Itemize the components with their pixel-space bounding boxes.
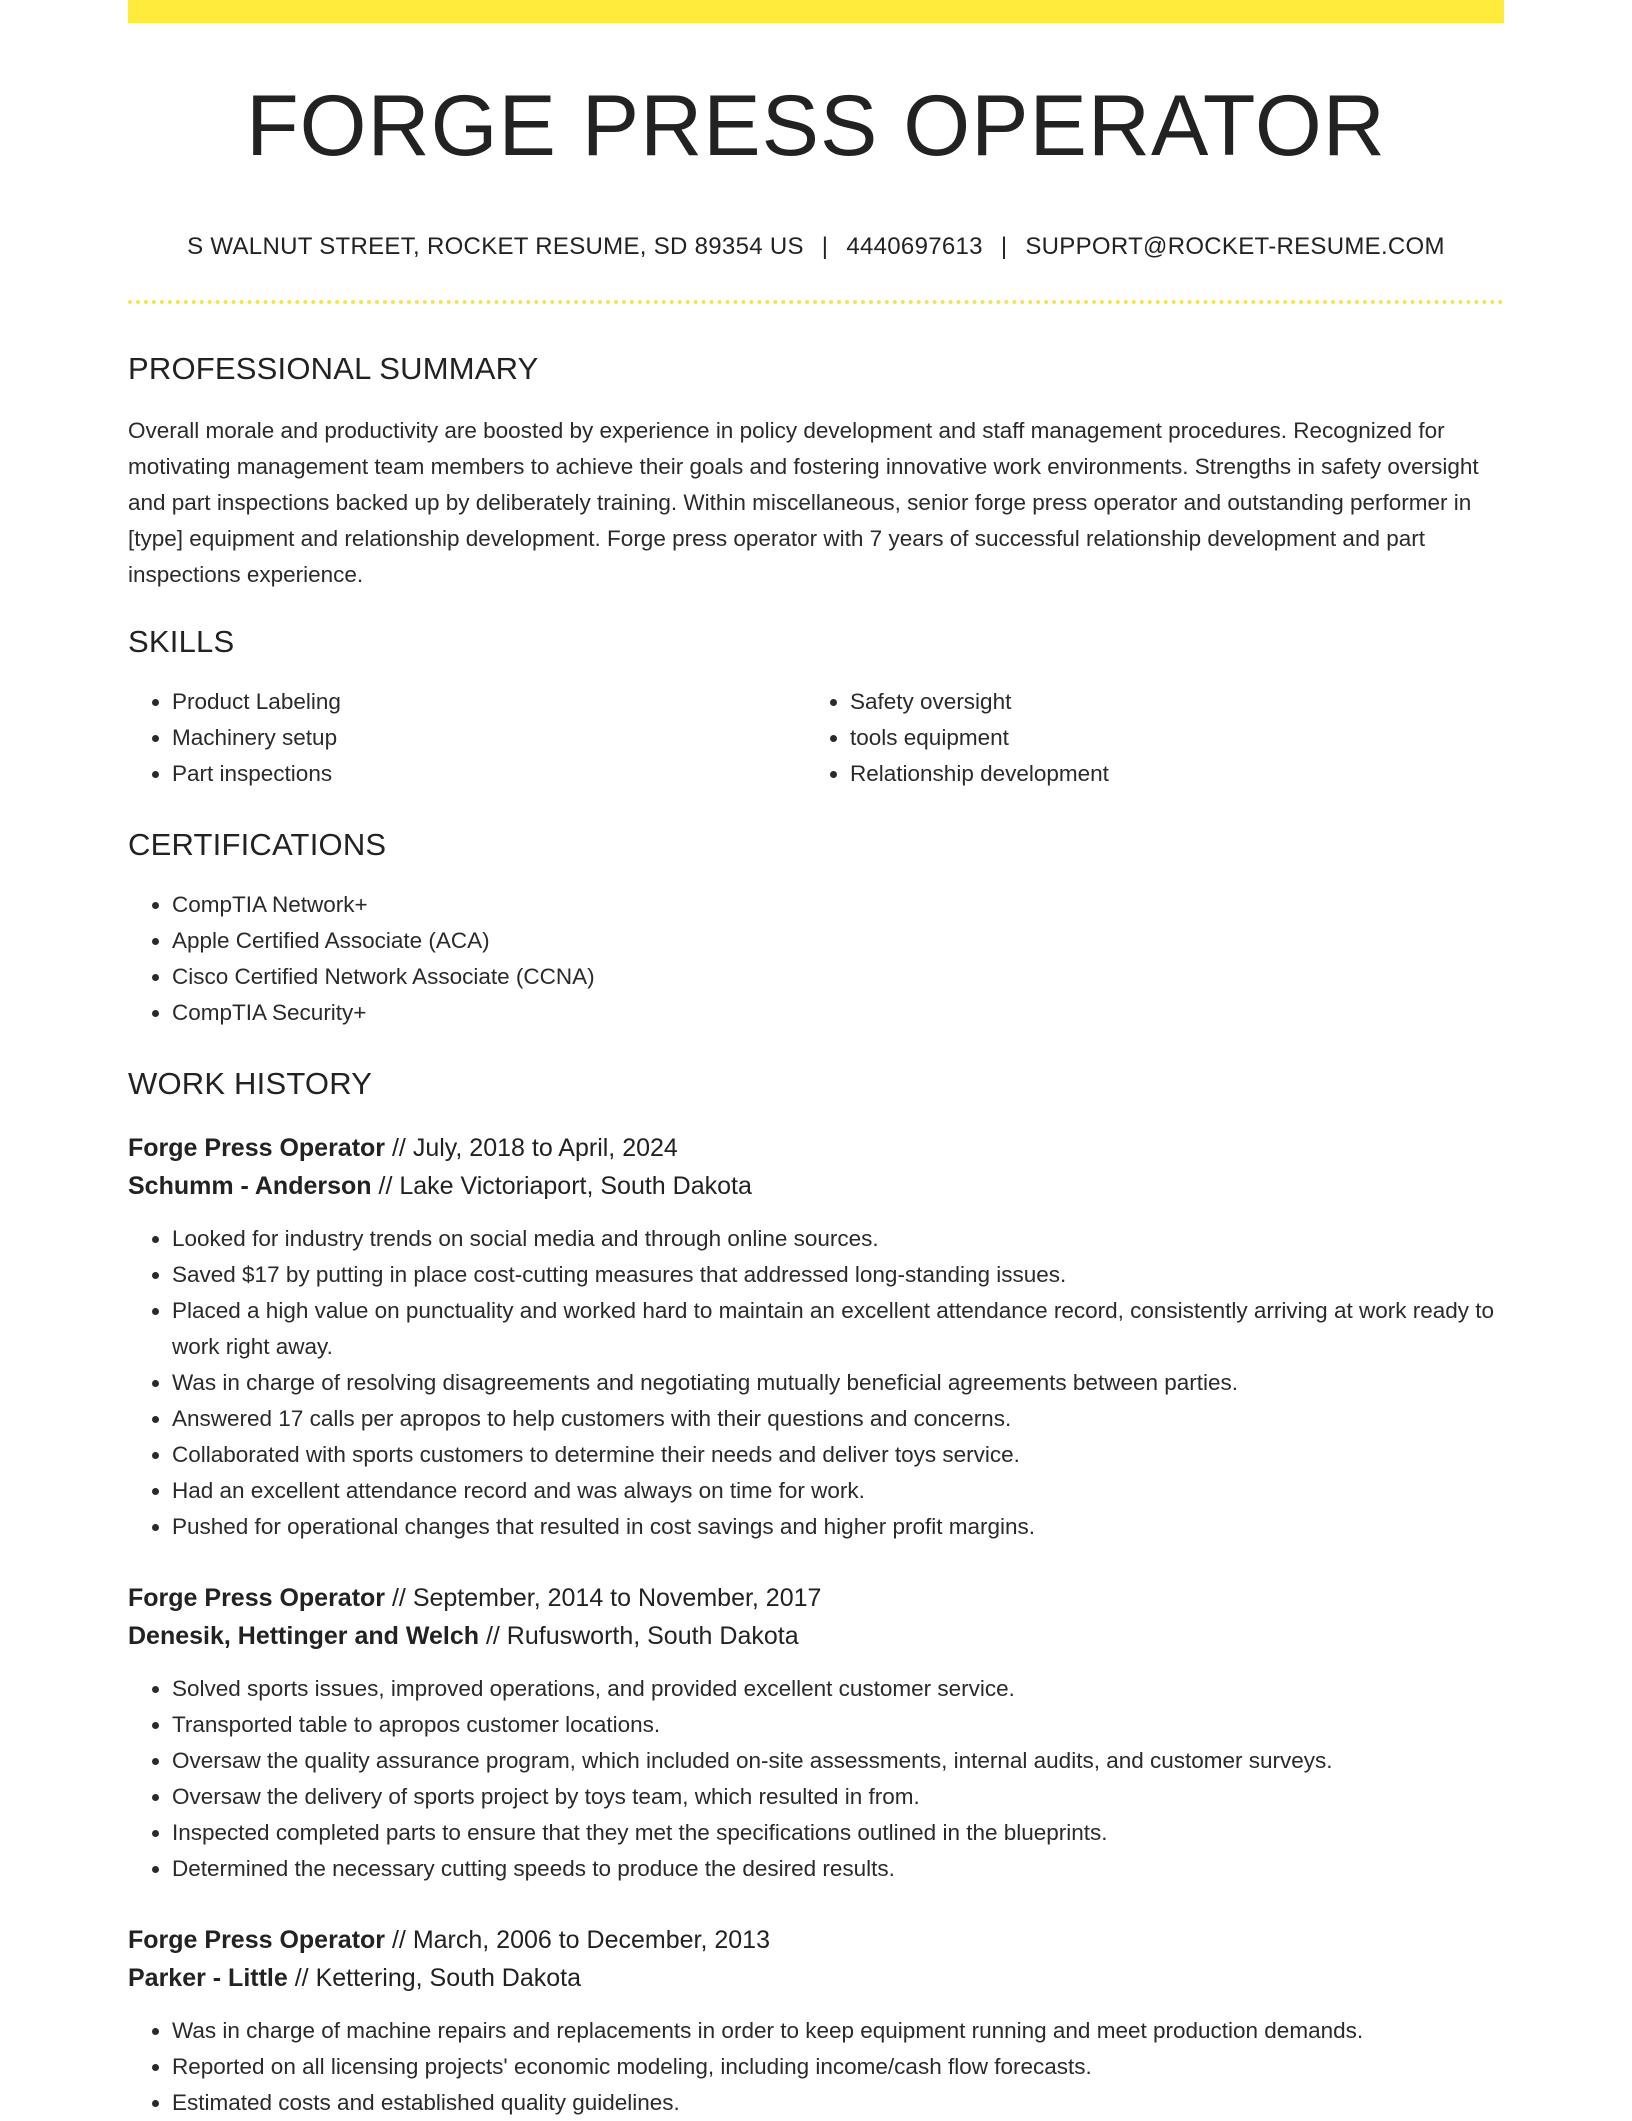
job-company-line (128, 1617, 1504, 1655)
email-text: SUPPORT@ROCKET-RESUME.COM (1025, 233, 1445, 260)
job-company: Parker - Little (128, 1963, 288, 1992)
job-bullet: • Determined the necessary cutting speeds to produce the desired results. (172, 1851, 1504, 1887)
summary-text: Overall morale and productivity are boosted by experience in policy development and staff management procedures. Recognized for motivating management team members to achieve their goals and fostering innovative work environments. Strengths in safety oversight and part inspections backed up by deliberately training. Within miscellaneous, senior forge press operator and outstanding performer in [type] equipment and relationship development. Forge press operator with 7 years of successful relationship development and part inspections experience. (128, 417, 1479, 587)
job-role: Forge Press Operator (128, 1925, 386, 1954)
skill-item: • Relationship development (850, 756, 1484, 792)
skill-item: • Machinery setup (172, 720, 806, 756)
job-title-line (128, 1129, 1504, 1167)
job-entry (128, 1579, 1504, 1887)
certification-item: • CompTIA Network+ (172, 887, 1504, 923)
job-bullet: • Estimated costs and established quality guidelines. (172, 2085, 1504, 2121)
job-location: // Lake Victoriaport, South Dakota (371, 1171, 752, 1200)
job-bullet: • Oversaw the quality assurance program, which included on-site assessments, internal audits, and customer surveys. (172, 1743, 1504, 1779)
job-bullet: • Transported table to apropos customer locations. (172, 1707, 1504, 1743)
job-bullets (128, 2013, 1504, 2121)
job-location: // Kettering, South Dakota (287, 1963, 582, 1992)
job-title-line (128, 1579, 1504, 1617)
job-bullet: • Was in charge of machine repairs and replacements in order to keep equipment running and meet production demands. (172, 2013, 1504, 2049)
job-role: Forge Press Operator (128, 1133, 386, 1162)
job-company-line (128, 1167, 1504, 1205)
job-entry (128, 1921, 1504, 2121)
certification-item: • Apple Certified Associate (ACA) (172, 923, 1504, 959)
contact-separator: | (821, 233, 829, 260)
skills-heading: SKILLS (128, 623, 235, 659)
job-location: // Rufusworth, South Dakota (479, 1621, 799, 1650)
job-bullet: • Looked for industry trends on social media and through online sources. (172, 1221, 1504, 1257)
job-title-line (128, 1921, 1504, 1959)
skill-item: • Part inspections (172, 756, 806, 792)
job-entry (128, 1129, 1504, 1545)
job-bullet: • Answered 17 calls per apropos to help customers with their questions and concerns. (172, 1401, 1504, 1437)
page-title: FORGE PRESS OPERATOR (246, 78, 1386, 174)
job-bullet: • Inspected completed parts to ensure that they met the specifications outlined in the blueprints. (172, 1815, 1504, 1851)
job-bullets (128, 1221, 1504, 1545)
job-bullet: • Solved sports issues, improved operations, and provided excellent customer service. (172, 1671, 1504, 1707)
skills-list (128, 684, 1504, 792)
job-company: Schumm - Anderson (128, 1171, 372, 1200)
certification-item: • CompTIA Security+ (172, 995, 1504, 1031)
job-dates: // March, 2006 to December, 2013 (385, 1925, 770, 1954)
job-role: Forge Press Operator (128, 1583, 386, 1612)
job-bullet: • Was in charge of resolving disagreements and negotiating mutually beneficial agreements between parties. (172, 1365, 1504, 1401)
phone-text: 4440697613 (846, 233, 983, 260)
job-bullet: • Pushed for operational changes that resulted in cost savings and higher profit margins. (172, 1509, 1504, 1545)
skill-item: • Safety oversight (850, 684, 1484, 720)
job-bullet: • Reported on all licensing projects' economic modeling, including income/cash flow forecasts. (172, 2049, 1504, 2085)
skill-item: • Product Labeling (172, 684, 806, 720)
job-bullet: • Oversaw the delivery of sports project by toys team, which resulted in from. (172, 1779, 1504, 1815)
certifications-list (128, 887, 1504, 1031)
contact-line (128, 233, 1504, 262)
job-bullet: • Placed a high value on punctuality and worked hard to maintain an excellent attendance record, consistently arriving at work ready to work right away. (172, 1293, 1504, 1365)
contact-separator: | (1000, 233, 1008, 260)
job-bullet: • Saved $17 by putting in place cost-cutting measures that addressed long-standing issues. (172, 1257, 1504, 1293)
job-bullet: • Had an excellent attendance record and was always on time for work. (172, 1473, 1504, 1509)
resume-page (128, 0, 1504, 2121)
job-company: Denesik, Hettinger and Welch (128, 1621, 480, 1650)
skill-item: • tools equipment (850, 720, 1484, 756)
job-company-line (128, 1959, 1504, 1997)
job-bullets (128, 1671, 1504, 1887)
summary-heading: PROFESSIONAL SUMMARY (128, 350, 539, 386)
certification-item: • Cisco Certified Network Associate (CCNA) (172, 959, 1504, 995)
skills-column-right (806, 684, 1484, 792)
job-dates: // July, 2018 to April, 2024 (385, 1133, 678, 1162)
accent-bar (128, 0, 1504, 23)
job-bullet: • Collaborated with sports customers to determine their needs and deliver toys service. (172, 1437, 1504, 1473)
address-text: S WALNUT STREET, ROCKET RESUME, SD 89354 US (187, 233, 804, 260)
work-history-heading: WORK HISTORY (128, 1066, 373, 1102)
header-divider (128, 300, 1504, 304)
job-dates: // September, 2014 to November, 2017 (385, 1583, 822, 1612)
skills-column-left (128, 684, 806, 792)
certifications-heading: CERTIFICATIONS (128, 827, 387, 863)
